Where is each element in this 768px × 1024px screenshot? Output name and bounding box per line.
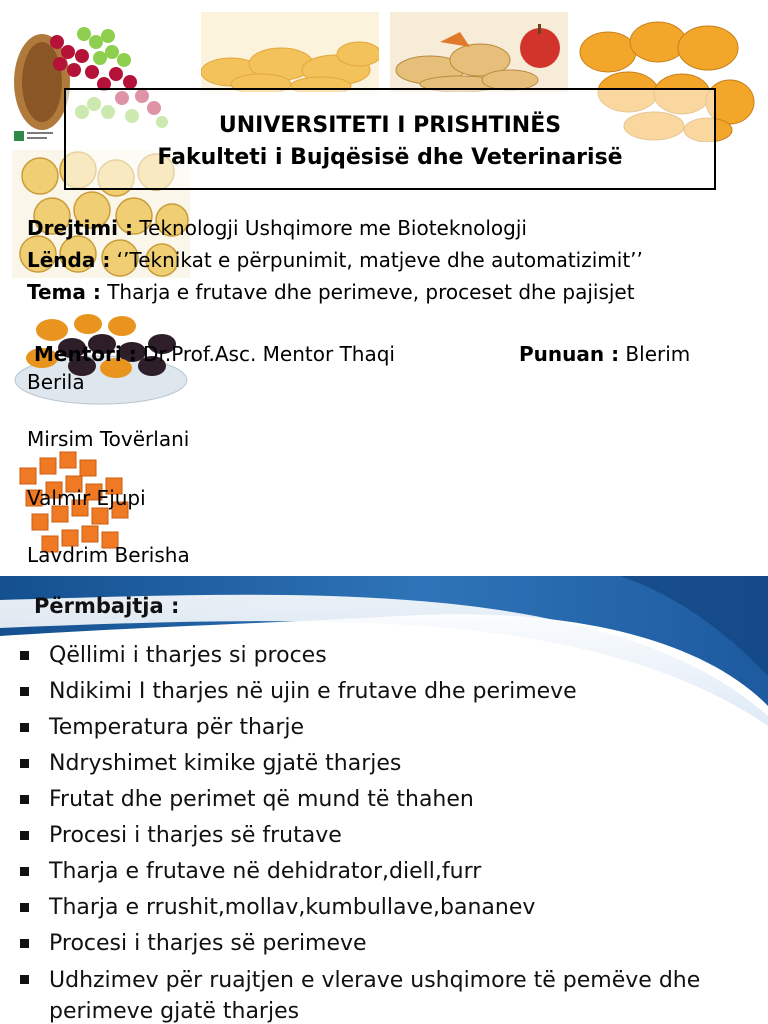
punuan-label: Punuan : — [519, 342, 620, 366]
tema-line — [27, 280, 635, 304]
university-logo — [14, 128, 54, 142]
bullet-icon — [20, 903, 29, 912]
author-4: Lavdrim Berisha — [27, 543, 190, 567]
drejtimi-value: Teknologji Ushqimore me Bioteknologji — [132, 216, 527, 240]
toc-item — [18, 962, 709, 1024]
author-2: Mirsim Tovërlani — [27, 427, 190, 451]
punuan-line — [519, 342, 690, 366]
bullet-icon — [20, 687, 29, 696]
toc-item-text: Ndikimi I tharjes në ujin e frutave dhe perimeve — [49, 679, 577, 704]
bullet-icon — [20, 795, 29, 804]
toc-title: Përmbajtja : — [34, 594, 180, 618]
toc-item — [18, 674, 709, 710]
title-box — [64, 88, 716, 190]
toc-item-text: Qëllimi i tharjes si proces — [49, 643, 327, 668]
toc-item-text: Procesi i tharjes së perimeve — [49, 931, 367, 956]
toc-item — [18, 710, 709, 746]
toc-item — [18, 638, 709, 674]
punuan-value: Blerim — [619, 342, 691, 366]
lenda-label: Lënda : — [27, 248, 111, 272]
drejtimi-line — [27, 216, 527, 240]
bullet-icon — [20, 651, 29, 660]
contents-slide — [0, 576, 768, 1024]
bullet-icon — [20, 975, 29, 984]
toc-item-text: Udhzimev për ruajtjen e vlerave ushqimore të pemëve dhe perimeve gjatë tharjes — [49, 968, 701, 1024]
toc-item — [18, 926, 709, 962]
tema-label: Tema : — [27, 280, 101, 304]
drejtimi-label: Drejtimi : — [27, 216, 133, 240]
toc-item — [18, 782, 709, 818]
toc-item-text: Temperatura për tharje — [49, 715, 305, 740]
toc-item-text: Ndryshimet kimike gjatë tharjes — [49, 751, 402, 776]
toc-item-text: Tharja e rrushit,mollav,kumbullave,bananev — [49, 895, 536, 920]
toc-list — [18, 638, 709, 1024]
toc-item — [18, 746, 709, 782]
toc-item — [18, 854, 709, 890]
faculty-name: Fakulteti i Bujqësisë dhe Veterinarisë — [157, 145, 623, 170]
toc-item-text: Tharja e frutave në dehidrator,diell,furr — [49, 859, 482, 884]
mentori-value: Dr.Prof.Asc. Mentor Thaqi — [136, 342, 395, 366]
mentori-label: Mentori : — [34, 342, 137, 366]
bullet-icon — [20, 723, 29, 732]
toc-item-text: Procesi i tharjes së frutave — [49, 823, 342, 848]
tema-value: Tharja e frutave dhe perimeve, proceset dhe pajisjet — [100, 280, 635, 304]
toc-item — [18, 890, 709, 926]
bullet-icon — [20, 867, 29, 876]
bullet-icon — [20, 939, 29, 948]
bullet-icon — [20, 831, 29, 840]
university-name: UNIVERSITETI I PRISHTINËS — [218, 113, 562, 138]
lenda-line — [27, 248, 643, 272]
bullet-icon — [20, 759, 29, 768]
apple-chips-image — [390, 12, 568, 92]
lenda-value: ‘’Teknikat e përpunimit, matjeve dhe automatizimit’’ — [110, 248, 643, 272]
toc-item-text: Frutat dhe perimet që mund të thahen — [49, 787, 474, 812]
author-1: Berila — [27, 370, 85, 394]
mentori-line — [34, 342, 395, 366]
potato-chips-image — [201, 12, 379, 92]
toc-item — [18, 818, 709, 854]
author-3: Valmir Ejupi — [27, 486, 146, 510]
